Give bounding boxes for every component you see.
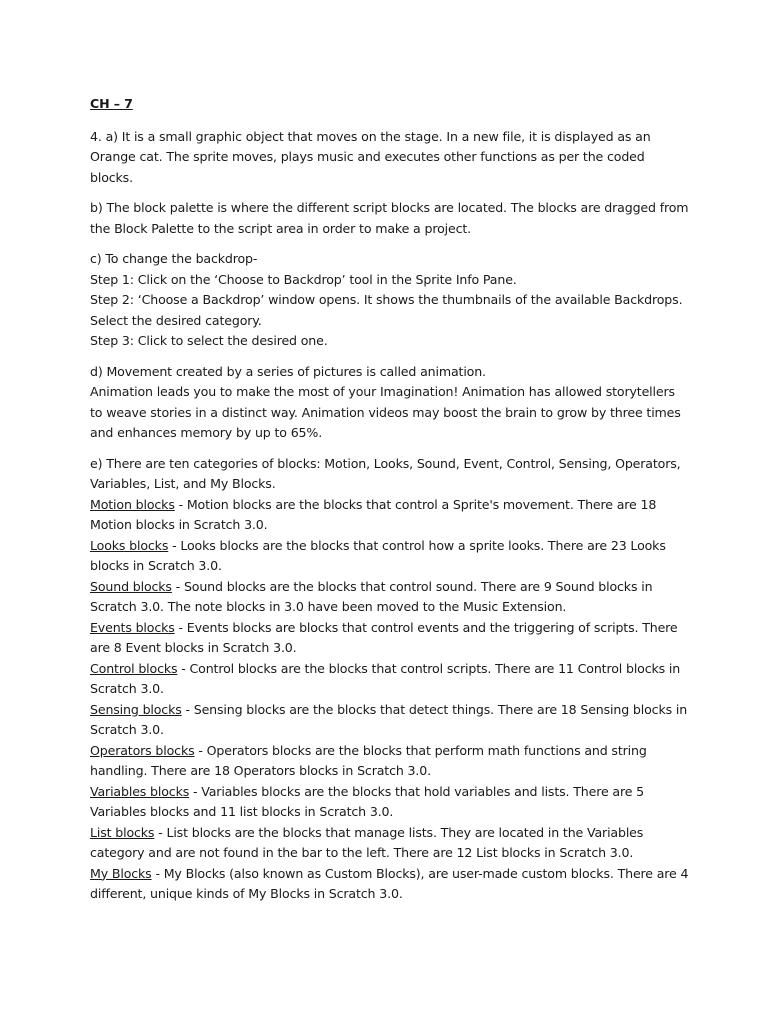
answer-b: b) The block palette is where the different script blocks are located. The blocks are dragged from the Block Palette to the script area in order to make a project. bbox=[90, 200, 689, 236]
block-category-term: Motion blocks bbox=[90, 496, 175, 512]
block-category-desc: - My Blocks (also known as Custom Blocks), are user-made custom blocks. There are 4 different, unique kinds of My Blocks in Scratch 3.0. bbox=[90, 865, 689, 901]
block-category-item bbox=[90, 864, 690, 905]
answer-c bbox=[90, 249, 690, 352]
block-category-desc: - Looks blocks are the blocks that control how a sprite looks. There are 23 Looks blocks in Scratch 3.0. bbox=[90, 537, 666, 573]
block-category-desc: - List blocks are the blocks that manage lists. They are located in the Variables category and are not found in the bar to the left. There are 12 List blocks in Scratch 3.0. bbox=[90, 824, 644, 860]
block-category-desc: - Operators blocks are the blocks that perform math functions and string handling. There are 18 Operators blocks in Scratch 3.0. bbox=[90, 742, 647, 778]
block-category-desc: - Motion blocks are the blocks that control a Sprite's movement. There are 18 Motion blocks in Scratch 3.0. bbox=[90, 496, 657, 532]
block-category-item bbox=[90, 782, 690, 823]
answer-c-step-1: Step 1: Click on the ‘Choose to Backdrop’ tool in the Sprite Info Pane. bbox=[90, 271, 517, 287]
block-category-item bbox=[90, 618, 690, 659]
document-page bbox=[90, 94, 690, 915]
block-category-item bbox=[90, 577, 690, 618]
block-category-term: Control blocks bbox=[90, 660, 178, 676]
answer-c-step-2: Step 2: ‘Choose a Backdrop’ window opens. It shows the thumbnails of the available Backdrops. Select the desired category. bbox=[90, 292, 683, 328]
block-category-term: List blocks bbox=[90, 824, 155, 840]
answer-d-explanation: Animation leads you to make the most of your Imagination! Animation has allowed storytellers to weave stories in a distinct way. Animation videos may boost the brain to grow by three times and enhances memory by up to 65%. bbox=[90, 384, 681, 440]
block-category-term: Sensing blocks bbox=[90, 701, 182, 717]
answer-e-intro: e) There are ten categories of blocks: Motion, Looks, Sound, Event, Control, Sensing, Operators, Variables, List, and My Blocks. bbox=[90, 455, 681, 491]
block-category-item bbox=[90, 536, 690, 577]
block-category-term: My Blocks bbox=[90, 865, 152, 881]
block-category-term: Variables blocks bbox=[90, 783, 190, 799]
block-category-item bbox=[90, 823, 690, 864]
answer-a: 4. a) It is a small graphic object that moves on the stage. In a new file, it is displayed as an Orange cat. The sprite moves, plays music and executes other functions as per the coded blocks. bbox=[90, 128, 651, 185]
block-category-term: Sound blocks bbox=[90, 578, 172, 594]
block-category-item bbox=[90, 659, 690, 700]
block-category-term: Events blocks bbox=[90, 619, 175, 635]
block-category-item bbox=[90, 700, 690, 741]
block-category-desc: - Variables blocks are the blocks that hold variables and lists. There are 5 Variables blocks and 11 list blocks in Scratch 3.0. bbox=[90, 783, 645, 819]
answer-d bbox=[90, 362, 690, 444]
answer-e bbox=[90, 454, 690, 905]
answer-c-step-3: Step 3: Click to select the desired one. bbox=[90, 333, 328, 348]
block-category-desc: - Sound blocks are the blocks that control sound. There are 9 Sound blocks in Scratch 3.0. The note blocks in 3.0 have been moved to the Music Extension. bbox=[90, 578, 653, 614]
block-category-term: Operators blocks bbox=[90, 742, 195, 758]
block-category-desc: - Control blocks are the blocks that control scripts. There are 11 Control blocks in Scratch 3.0. bbox=[90, 660, 681, 696]
block-category-desc: - Sensing blocks are the blocks that detect things. There are 18 Sensing blocks in Scratch 3.0. bbox=[90, 701, 688, 737]
block-category-desc: - Events blocks are blocks that control events and the triggering of scripts. There are 8 Event blocks in Scratch 3.0. bbox=[90, 619, 678, 655]
answer-c-line: c) To change the backdrop- bbox=[90, 251, 258, 266]
block-category-item bbox=[90, 741, 690, 782]
chapter-heading: CH – 7 bbox=[90, 96, 133, 111]
block-category-term: Looks blocks bbox=[90, 537, 169, 553]
block-category-item bbox=[90, 495, 690, 536]
answer-d-definition: d) Movement created by a series of pictures is called animation. bbox=[90, 363, 486, 379]
